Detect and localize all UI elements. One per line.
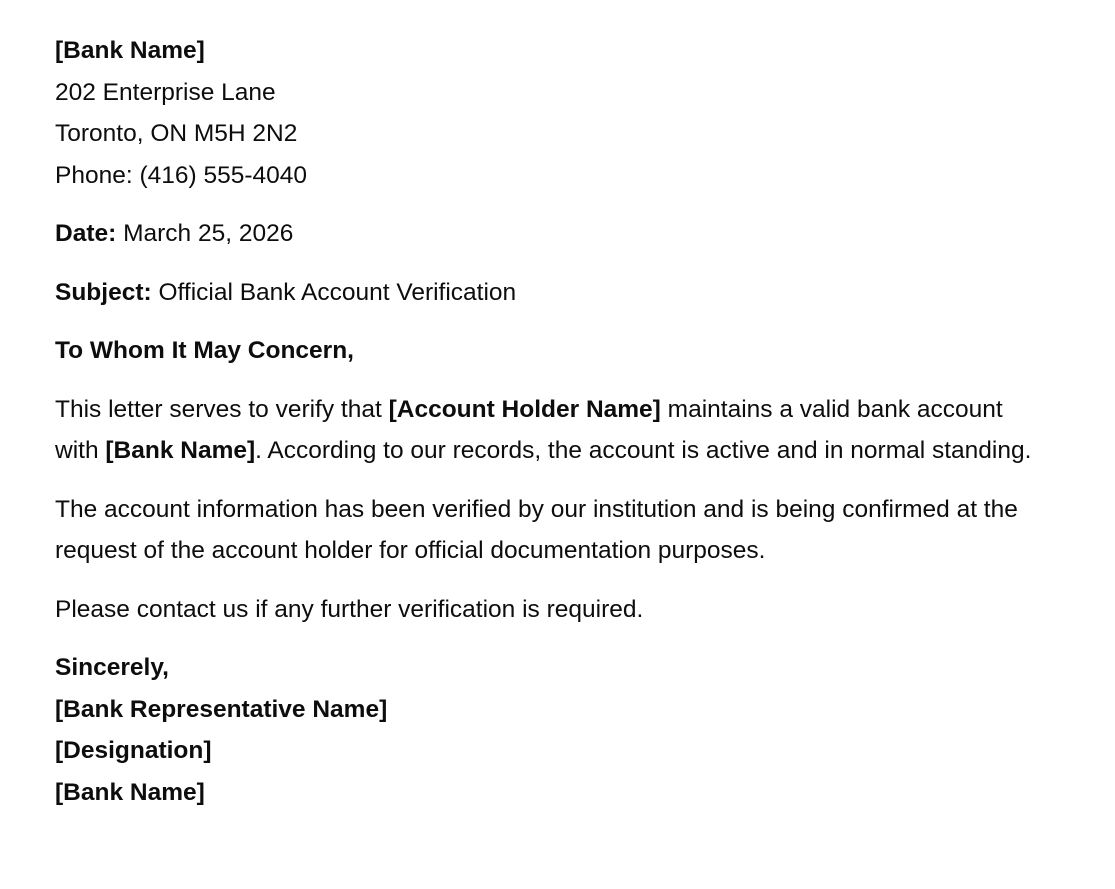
closing-designation-placeholder: [Designation] (55, 737, 212, 764)
letterhead-bank-name: [Bank Name] (55, 37, 205, 64)
subject-value: Official Bank Account Verification (158, 278, 517, 306)
closing-sincerely: Sincerely, (55, 654, 169, 681)
p1-account-holder-placeholder: [Account Holder Name] (388, 395, 661, 423)
subject-line (55, 272, 1047, 314)
letterhead (55, 30, 1047, 196)
date-label: Date: (55, 220, 117, 247)
closing-representative-placeholder: [Bank Representative Name] (55, 695, 388, 723)
subject-label: Subject: (55, 278, 152, 306)
letterhead-phone: Phone: (416) 555-4040 (55, 161, 307, 189)
body-paragraph-3: Please contact us if any further verification is required. (55, 595, 644, 623)
body-paragraph-2: The account information has been verified by our institution and is being confirmed at the request of the account holder for official documentation purposes. (55, 495, 1018, 564)
p1-text-2: maintains a valid bank account with (55, 395, 1003, 464)
signature-block (55, 647, 1047, 813)
date-line (55, 213, 1047, 255)
body-paragraph-1 (55, 389, 1047, 472)
p1-bank-name-placeholder: [Bank Name] (105, 437, 256, 464)
p1-text-3: . According to our records, the account is active and in normal standing. (255, 437, 1032, 464)
letterhead-address-line2: Toronto, ON M5H 2N2 (55, 120, 298, 147)
p1-text-1: This letter serves to verify that (55, 395, 389, 423)
letterhead-address-line1: 202 Enterprise Lane (55, 78, 276, 106)
salutation: To Whom It May Concern, (55, 337, 354, 364)
date-value: March 25, 2026 (123, 220, 294, 247)
closing-bank-name-placeholder: [Bank Name] (55, 778, 205, 806)
